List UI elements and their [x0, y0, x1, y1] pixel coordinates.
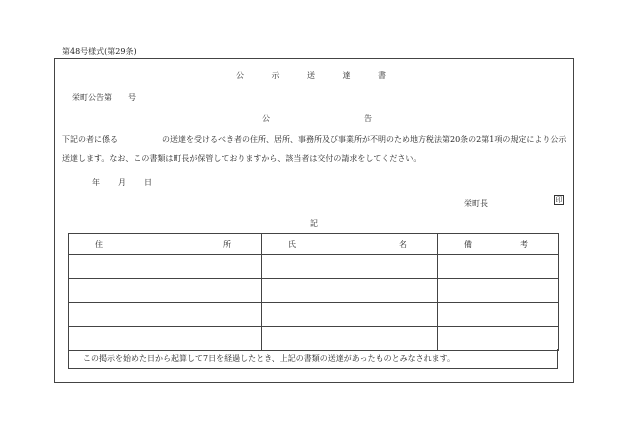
mayor-label: 栄町長: [464, 199, 488, 208]
remarks-cell: [438, 303, 559, 327]
title-char: 示: [271, 71, 280, 80]
notice-body: [62, 130, 572, 168]
header-address: [69, 234, 262, 255]
notice-heading: [262, 113, 372, 124]
document-title: [236, 70, 386, 81]
table-row: [69, 303, 559, 327]
name-cell: [262, 279, 438, 303]
address-cell: [69, 327, 262, 351]
remarks-cell: [438, 327, 559, 351]
title-char: 送: [307, 71, 315, 80]
heading-char: 告: [364, 114, 372, 123]
seal-mark: 印: [555, 196, 563, 204]
header-char: 備: [464, 239, 472, 249]
name-cell: [262, 327, 438, 351]
table-row: [69, 279, 559, 303]
header-name: [262, 234, 438, 255]
header-char: 住: [95, 239, 103, 249]
address-cell: [69, 303, 262, 327]
name-cell: [262, 303, 438, 327]
notice-number-prefix: 栄町公告第: [72, 93, 112, 102]
form-number: 第48号様式(第29条): [62, 47, 137, 56]
heading-char: 公: [262, 114, 270, 123]
header-char: 氏: [288, 239, 296, 249]
footer-note: この掲示を始めた日から起算して7日を経過したとき、上記の書類の送達があったものとみなされます。: [68, 349, 558, 369]
title-char: 公: [236, 71, 244, 80]
table-header-row: [69, 234, 559, 255]
remarks-cell: [438, 279, 559, 303]
address-cell: [69, 279, 262, 303]
table-row: [69, 327, 559, 351]
title-char: 書: [378, 71, 386, 80]
date-line: [92, 177, 152, 188]
title-char: 達: [342, 71, 351, 80]
header-char: 考: [520, 239, 528, 249]
name-cell: [262, 255, 438, 279]
date-year: 年: [92, 178, 100, 187]
recipient-table: [68, 233, 559, 351]
notice-number: [72, 92, 136, 103]
table-row: [69, 255, 559, 279]
header-remarks: [438, 234, 559, 255]
body-rest: の送達を受けるべき者の住所、居所、事務所及び事業所が不明のため地方税法第20条の2第1項の規定により公示送達します。なお、この書類は町長が保管しておりますから、該当者は交付の請求をしてください。: [62, 135, 567, 163]
body-lead: 下記の者に係る: [62, 135, 118, 144]
remarks-cell: [438, 255, 559, 279]
ki-label: 記: [310, 219, 318, 228]
date-month: 月: [118, 178, 126, 187]
header-char: 所: [223, 239, 231, 249]
address-cell: [69, 255, 262, 279]
notice-number-suffix: 号: [128, 93, 136, 102]
header-char: 名: [399, 239, 407, 249]
date-day: 日: [144, 178, 152, 187]
